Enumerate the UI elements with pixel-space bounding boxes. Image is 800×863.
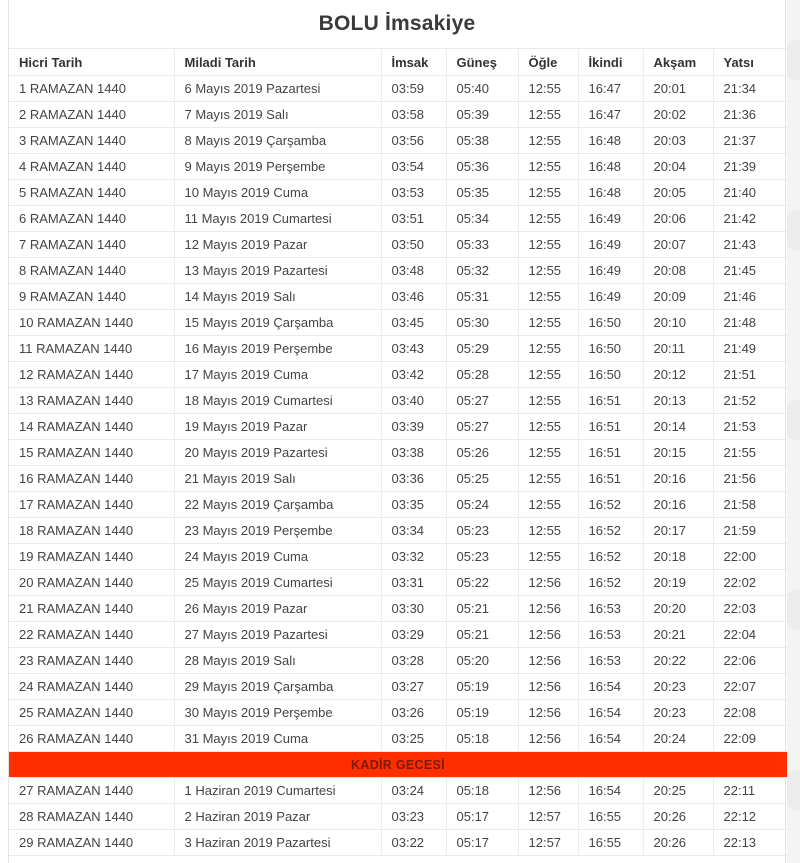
hicri-date-cell: 16 RAMAZAN 1440: [9, 466, 174, 492]
prayer-times-table: [9, 48, 787, 856]
hicri-date-cell: 17 RAMAZAN 1440: [9, 492, 174, 518]
ogle-time-cell: 12:55: [518, 258, 578, 284]
miladi-date-cell: 24 Mayıs 2019 Cuma: [174, 544, 381, 570]
yatsi-time-cell: 22:06: [713, 648, 787, 674]
yatsi-time-cell: 21:45: [713, 258, 787, 284]
ikindi-time-cell: 16:51: [578, 466, 643, 492]
miladi-date-cell: 10 Mayıs 2019 Cuma: [174, 180, 381, 206]
imsak-time-cell: 03:29: [381, 622, 446, 648]
ikindi-time-cell: 16:52: [578, 544, 643, 570]
imsak-time-cell: 03:31: [381, 570, 446, 596]
ikindi-time-cell: 16:51: [578, 388, 643, 414]
page-title: BOLU İmsakiye: [318, 12, 476, 35]
table-row: [9, 622, 787, 648]
miladi-date-cell: 15 Mayıs 2019 Çarşamba: [174, 310, 381, 336]
yatsi-time-cell: 22:11: [713, 778, 787, 804]
yatsi-time-cell: 22:09: [713, 726, 787, 752]
table-row: [9, 544, 787, 570]
ogle-time-cell: 12:55: [518, 310, 578, 336]
ikindi-time-cell: 16:55: [578, 804, 643, 830]
gunes-time-cell: 05:29: [446, 336, 518, 362]
ogle-time-cell: 12:55: [518, 206, 578, 232]
aksam-time-cell: 20:02: [643, 102, 713, 128]
ikindi-time-cell: 16:51: [578, 440, 643, 466]
aksam-time-cell: 20:25: [643, 778, 713, 804]
imsak-time-cell: 03:53: [381, 180, 446, 206]
hicri-date-cell: 24 RAMAZAN 1440: [9, 674, 174, 700]
gunes-time-cell: 05:33: [446, 232, 518, 258]
gunes-time-cell: 05:28: [446, 362, 518, 388]
imsak-time-cell: 03:25: [381, 726, 446, 752]
aksam-time-cell: 20:23: [643, 674, 713, 700]
miladi-date-cell: 20 Mayıs 2019 Pazartesi: [174, 440, 381, 466]
gunes-time-cell: 05:17: [446, 804, 518, 830]
ogle-time-cell: 12:56: [518, 700, 578, 726]
gunes-time-cell: 05:22: [446, 570, 518, 596]
yatsi-time-cell: 22:08: [713, 700, 787, 726]
table-row: [9, 388, 787, 414]
aksam-time-cell: 20:17: [643, 518, 713, 544]
imsak-time-cell: 03:46: [381, 284, 446, 310]
aksam-time-cell: 20:20: [643, 596, 713, 622]
kadir-gecesi-banner-label: KADİR GECESİ: [9, 752, 787, 778]
yatsi-time-cell: 21:49: [713, 336, 787, 362]
imsak-time-cell: 03:39: [381, 414, 446, 440]
hicri-date-cell: 19 RAMAZAN 1440: [9, 544, 174, 570]
table-row: [9, 310, 787, 336]
miladi-date-cell: 25 Mayıs 2019 Cumartesi: [174, 570, 381, 596]
ikindi-time-cell: 16:52: [578, 570, 643, 596]
table-row: [9, 830, 787, 856]
ogle-time-cell: 12:55: [518, 492, 578, 518]
table-row: [9, 518, 787, 544]
ogle-time-cell: 12:55: [518, 154, 578, 180]
gunes-time-cell: 05:32: [446, 258, 518, 284]
imsak-time-cell: 03:22: [381, 830, 446, 856]
aksam-time-cell: 20:26: [643, 804, 713, 830]
page-background-pattern: [787, 0, 800, 863]
hicri-date-cell: 11 RAMAZAN 1440: [9, 336, 174, 362]
ogle-time-cell: 12:55: [518, 518, 578, 544]
imsak-time-cell: 03:40: [381, 388, 446, 414]
ikindi-time-cell: 16:48: [578, 154, 643, 180]
ogle-time-cell: 12:56: [518, 648, 578, 674]
ikindi-time-cell: 16:48: [578, 128, 643, 154]
hicri-date-cell: 21 RAMAZAN 1440: [9, 596, 174, 622]
hicri-date-cell: 18 RAMAZAN 1440: [9, 518, 174, 544]
ogle-time-cell: 12:57: [518, 804, 578, 830]
yatsi-time-cell: 21:48: [713, 310, 787, 336]
aksam-time-cell: 20:23: [643, 700, 713, 726]
gunes-time-cell: 05:20: [446, 648, 518, 674]
miladi-date-cell: 19 Mayıs 2019 Pazar: [174, 414, 381, 440]
yatsi-time-cell: 21:46: [713, 284, 787, 310]
ogle-time-cell: 12:55: [518, 102, 578, 128]
imsak-time-cell: 03:45: [381, 310, 446, 336]
imsak-time-cell: 03:54: [381, 154, 446, 180]
gunes-time-cell: 05:21: [446, 596, 518, 622]
aksam-time-cell: 20:11: [643, 336, 713, 362]
ogle-time-cell: 12:56: [518, 778, 578, 804]
gunes-time-cell: 05:23: [446, 544, 518, 570]
aksam-time-cell: 20:14: [643, 414, 713, 440]
yatsi-time-cell: 21:39: [713, 154, 787, 180]
yatsi-time-cell: 21:43: [713, 232, 787, 258]
ogle-time-cell: 12:57: [518, 830, 578, 856]
column-header-0: Hicri Tarih: [9, 49, 174, 76]
yatsi-time-cell: 21:40: [713, 180, 787, 206]
hicri-date-cell: 29 RAMAZAN 1440: [9, 830, 174, 856]
ikindi-time-cell: 16:47: [578, 102, 643, 128]
aksam-time-cell: 20:06: [643, 206, 713, 232]
hicri-date-cell: 13 RAMAZAN 1440: [9, 388, 174, 414]
hicri-date-cell: 3 RAMAZAN 1440: [9, 128, 174, 154]
hicri-date-cell: 15 RAMAZAN 1440: [9, 440, 174, 466]
imsak-time-cell: 03:34: [381, 518, 446, 544]
table-row: [9, 128, 787, 154]
title-bar: [9, 0, 785, 48]
gunes-time-cell: 05:39: [446, 102, 518, 128]
ikindi-time-cell: 16:51: [578, 414, 643, 440]
aksam-time-cell: 20:16: [643, 466, 713, 492]
table-body: [9, 76, 787, 856]
hicri-date-cell: 9 RAMAZAN 1440: [9, 284, 174, 310]
column-header-7: Yatsı: [713, 49, 787, 76]
table-row: [9, 284, 787, 310]
yatsi-time-cell: 21:52: [713, 388, 787, 414]
gunes-time-cell: 05:38: [446, 128, 518, 154]
ogle-time-cell: 12:55: [518, 544, 578, 570]
ogle-time-cell: 12:56: [518, 674, 578, 700]
ikindi-time-cell: 16:52: [578, 492, 643, 518]
table-row: [9, 466, 787, 492]
yatsi-time-cell: 22:00: [713, 544, 787, 570]
column-header-1: Miladi Tarih: [174, 49, 381, 76]
table-row: [9, 206, 787, 232]
ikindi-time-cell: 16:48: [578, 180, 643, 206]
ogle-time-cell: 12:55: [518, 388, 578, 414]
imsak-time-cell: 03:51: [381, 206, 446, 232]
gunes-time-cell: 05:36: [446, 154, 518, 180]
ikindi-time-cell: 16:53: [578, 596, 643, 622]
miladi-date-cell: 22 Mayıs 2019 Çarşamba: [174, 492, 381, 518]
yatsi-time-cell: 22:12: [713, 804, 787, 830]
aksam-time-cell: 20:09: [643, 284, 713, 310]
hicri-date-cell: 28 RAMAZAN 1440: [9, 804, 174, 830]
gunes-time-cell: 05:18: [446, 726, 518, 752]
hicri-date-cell: 1 RAMAZAN 1440: [9, 76, 174, 102]
aksam-time-cell: 20:10: [643, 310, 713, 336]
gunes-time-cell: 05:25: [446, 466, 518, 492]
imsak-time-cell: 03:58: [381, 102, 446, 128]
gunes-time-cell: 05:19: [446, 674, 518, 700]
yatsi-time-cell: 21:58: [713, 492, 787, 518]
ikindi-time-cell: 16:49: [578, 284, 643, 310]
ikindi-time-cell: 16:50: [578, 336, 643, 362]
table-row: [9, 362, 787, 388]
yatsi-time-cell: 21:56: [713, 466, 787, 492]
aksam-time-cell: 20:22: [643, 648, 713, 674]
table-row: [9, 804, 787, 830]
table-row: [9, 102, 787, 128]
hicri-date-cell: 26 RAMAZAN 1440: [9, 726, 174, 752]
hicri-date-cell: 12 RAMAZAN 1440: [9, 362, 174, 388]
gunes-time-cell: 05:31: [446, 284, 518, 310]
ogle-time-cell: 12:55: [518, 232, 578, 258]
miladi-date-cell: 16 Mayıs 2019 Perşembe: [174, 336, 381, 362]
miladi-date-cell: 9 Mayıs 2019 Perşembe: [174, 154, 381, 180]
table-row: [9, 232, 787, 258]
table-row: [9, 414, 787, 440]
hicri-date-cell: 20 RAMAZAN 1440: [9, 570, 174, 596]
table-row: [9, 492, 787, 518]
table-row: [9, 674, 787, 700]
column-header-2: İmsak: [381, 49, 446, 76]
aksam-time-cell: 20:07: [643, 232, 713, 258]
table-row: [9, 570, 787, 596]
ogle-time-cell: 12:55: [518, 414, 578, 440]
miladi-date-cell: 6 Mayıs 2019 Pazartesi: [174, 76, 381, 102]
imsak-time-cell: 03:42: [381, 362, 446, 388]
miladi-date-cell: 3 Haziran 2019 Pazartesi: [174, 830, 381, 856]
table-row: [9, 180, 787, 206]
ogle-time-cell: 12:55: [518, 336, 578, 362]
gunes-time-cell: 05:34: [446, 206, 518, 232]
hicri-date-cell: 27 RAMAZAN 1440: [9, 778, 174, 804]
aksam-time-cell: 20:26: [643, 830, 713, 856]
gunes-time-cell: 05:17: [446, 830, 518, 856]
imsak-time-cell: 03:24: [381, 778, 446, 804]
imsak-time-cell: 03:23: [381, 804, 446, 830]
aksam-time-cell: 20:15: [643, 440, 713, 466]
column-header-4: Öğle: [518, 49, 578, 76]
imsak-time-cell: 03:43: [381, 336, 446, 362]
ogle-time-cell: 12:55: [518, 128, 578, 154]
aksam-time-cell: 20:08: [643, 258, 713, 284]
hicri-date-cell: 6 RAMAZAN 1440: [9, 206, 174, 232]
ogle-time-cell: 12:55: [518, 284, 578, 310]
hicri-date-cell: 22 RAMAZAN 1440: [9, 622, 174, 648]
miladi-date-cell: 21 Mayıs 2019 Salı: [174, 466, 381, 492]
imsak-time-cell: 03:28: [381, 648, 446, 674]
ikindi-time-cell: 16:49: [578, 206, 643, 232]
aksam-time-cell: 20:21: [643, 622, 713, 648]
hicri-date-cell: 23 RAMAZAN 1440: [9, 648, 174, 674]
yatsi-time-cell: 21:36: [713, 102, 787, 128]
yatsi-time-cell: 21:34: [713, 76, 787, 102]
yatsi-time-cell: 22:02: [713, 570, 787, 596]
gunes-time-cell: 05:27: [446, 414, 518, 440]
aksam-time-cell: 20:05: [643, 180, 713, 206]
miladi-date-cell: 13 Mayıs 2019 Pazartesi: [174, 258, 381, 284]
aksam-time-cell: 20:19: [643, 570, 713, 596]
ikindi-time-cell: 16:54: [578, 778, 643, 804]
ikindi-time-cell: 16:50: [578, 310, 643, 336]
ogle-time-cell: 12:56: [518, 622, 578, 648]
yatsi-time-cell: 21:42: [713, 206, 787, 232]
imsak-time-cell: 03:56: [381, 128, 446, 154]
aksam-time-cell: 20:24: [643, 726, 713, 752]
ikindi-time-cell: 16:47: [578, 76, 643, 102]
table-row: [9, 258, 787, 284]
aksam-time-cell: 20:13: [643, 388, 713, 414]
table-row: [9, 726, 787, 752]
imsak-time-cell: 03:32: [381, 544, 446, 570]
imsak-time-cell: 03:30: [381, 596, 446, 622]
miladi-date-cell: 14 Mayıs 2019 Salı: [174, 284, 381, 310]
ogle-time-cell: 12:55: [518, 76, 578, 102]
table-row: [9, 648, 787, 674]
ogle-time-cell: 12:55: [518, 440, 578, 466]
hicri-date-cell: 14 RAMAZAN 1440: [9, 414, 174, 440]
miladi-date-cell: 31 Mayıs 2019 Cuma: [174, 726, 381, 752]
yatsi-time-cell: 22:07: [713, 674, 787, 700]
table-header-row: [9, 49, 787, 76]
hicri-date-cell: 5 RAMAZAN 1440: [9, 180, 174, 206]
miladi-date-cell: 8 Mayıs 2019 Çarşamba: [174, 128, 381, 154]
miladi-date-cell: 27 Mayıs 2019 Pazartesi: [174, 622, 381, 648]
column-header-6: Akşam: [643, 49, 713, 76]
imsak-time-cell: 03:48: [381, 258, 446, 284]
hicri-date-cell: 10 RAMAZAN 1440: [9, 310, 174, 336]
ikindi-time-cell: 16:54: [578, 726, 643, 752]
imsak-time-cell: 03:35: [381, 492, 446, 518]
yatsi-time-cell: 21:37: [713, 128, 787, 154]
miladi-date-cell: 26 Mayıs 2019 Pazar: [174, 596, 381, 622]
imsak-time-cell: 03:38: [381, 440, 446, 466]
ikindi-time-cell: 16:52: [578, 518, 643, 544]
miladi-date-cell: 18 Mayıs 2019 Cumartesi: [174, 388, 381, 414]
gunes-time-cell: 05:23: [446, 518, 518, 544]
aksam-time-cell: 20:12: [643, 362, 713, 388]
aksam-time-cell: 20:01: [643, 76, 713, 102]
hicri-date-cell: 8 RAMAZAN 1440: [9, 258, 174, 284]
miladi-date-cell: 2 Haziran 2019 Pazar: [174, 804, 381, 830]
ikindi-time-cell: 16:54: [578, 674, 643, 700]
gunes-time-cell: 05:27: [446, 388, 518, 414]
table-row: [9, 596, 787, 622]
miladi-date-cell: 30 Mayıs 2019 Perşembe: [174, 700, 381, 726]
table-row: [9, 778, 787, 804]
yatsi-time-cell: 21:55: [713, 440, 787, 466]
table-row: [9, 700, 787, 726]
ikindi-time-cell: 16:55: [578, 830, 643, 856]
miladi-date-cell: 12 Mayıs 2019 Pazar: [174, 232, 381, 258]
ogle-time-cell: 12:55: [518, 362, 578, 388]
yatsi-time-cell: 21:59: [713, 518, 787, 544]
imsak-time-cell: 03:27: [381, 674, 446, 700]
ogle-time-cell: 12:55: [518, 466, 578, 492]
gunes-time-cell: 05:26: [446, 440, 518, 466]
ogle-time-cell: 12:56: [518, 570, 578, 596]
miladi-date-cell: 7 Mayıs 2019 Salı: [174, 102, 381, 128]
miladi-date-cell: 29 Mayıs 2019 Çarşamba: [174, 674, 381, 700]
column-header-5: İkindi: [578, 49, 643, 76]
miladi-date-cell: 11 Mayıs 2019 Cumartesi: [174, 206, 381, 232]
table-row: [9, 154, 787, 180]
ikindi-time-cell: 16:49: [578, 232, 643, 258]
gunes-time-cell: 05:35: [446, 180, 518, 206]
imsak-time-cell: 03:59: [381, 76, 446, 102]
hicri-date-cell: 4 RAMAZAN 1440: [9, 154, 174, 180]
aksam-time-cell: 20:16: [643, 492, 713, 518]
kadir-gecesi-banner-row: [9, 752, 787, 778]
ikindi-time-cell: 16:49: [578, 258, 643, 284]
column-header-3: Güneş: [446, 49, 518, 76]
aksam-time-cell: 20:04: [643, 154, 713, 180]
miladi-date-cell: 1 Haziran 2019 Cumartesi: [174, 778, 381, 804]
table-row: [9, 440, 787, 466]
hicri-date-cell: 7 RAMAZAN 1440: [9, 232, 174, 258]
imsak-time-cell: 03:36: [381, 466, 446, 492]
gunes-time-cell: 05:18: [446, 778, 518, 804]
miladi-date-cell: 28 Mayıs 2019 Salı: [174, 648, 381, 674]
hicri-date-cell: 25 RAMAZAN 1440: [9, 700, 174, 726]
gunes-time-cell: 05:21: [446, 622, 518, 648]
ikindi-time-cell: 16:53: [578, 648, 643, 674]
imsak-time-cell: 03:26: [381, 700, 446, 726]
ogle-time-cell: 12:56: [518, 726, 578, 752]
yatsi-time-cell: 22:04: [713, 622, 787, 648]
table-row: [9, 76, 787, 102]
miladi-date-cell: 17 Mayıs 2019 Cuma: [174, 362, 381, 388]
gunes-time-cell: 05:40: [446, 76, 518, 102]
yatsi-time-cell: 21:53: [713, 414, 787, 440]
hicri-date-cell: 2 RAMAZAN 1440: [9, 102, 174, 128]
imsakiye-panel: [8, 0, 786, 863]
ogle-time-cell: 12:56: [518, 596, 578, 622]
yatsi-time-cell: 21:51: [713, 362, 787, 388]
table-row: [9, 336, 787, 362]
ikindi-time-cell: 16:53: [578, 622, 643, 648]
aksam-time-cell: 20:03: [643, 128, 713, 154]
aksam-time-cell: 20:18: [643, 544, 713, 570]
ikindi-time-cell: 16:50: [578, 362, 643, 388]
yatsi-time-cell: 22:13: [713, 830, 787, 856]
miladi-date-cell: 23 Mayıs 2019 Perşembe: [174, 518, 381, 544]
gunes-time-cell: 05:19: [446, 700, 518, 726]
gunes-time-cell: 05:30: [446, 310, 518, 336]
ogle-time-cell: 12:55: [518, 180, 578, 206]
ikindi-time-cell: 16:54: [578, 700, 643, 726]
yatsi-time-cell: 22:03: [713, 596, 787, 622]
imsak-time-cell: 03:50: [381, 232, 446, 258]
gunes-time-cell: 05:24: [446, 492, 518, 518]
